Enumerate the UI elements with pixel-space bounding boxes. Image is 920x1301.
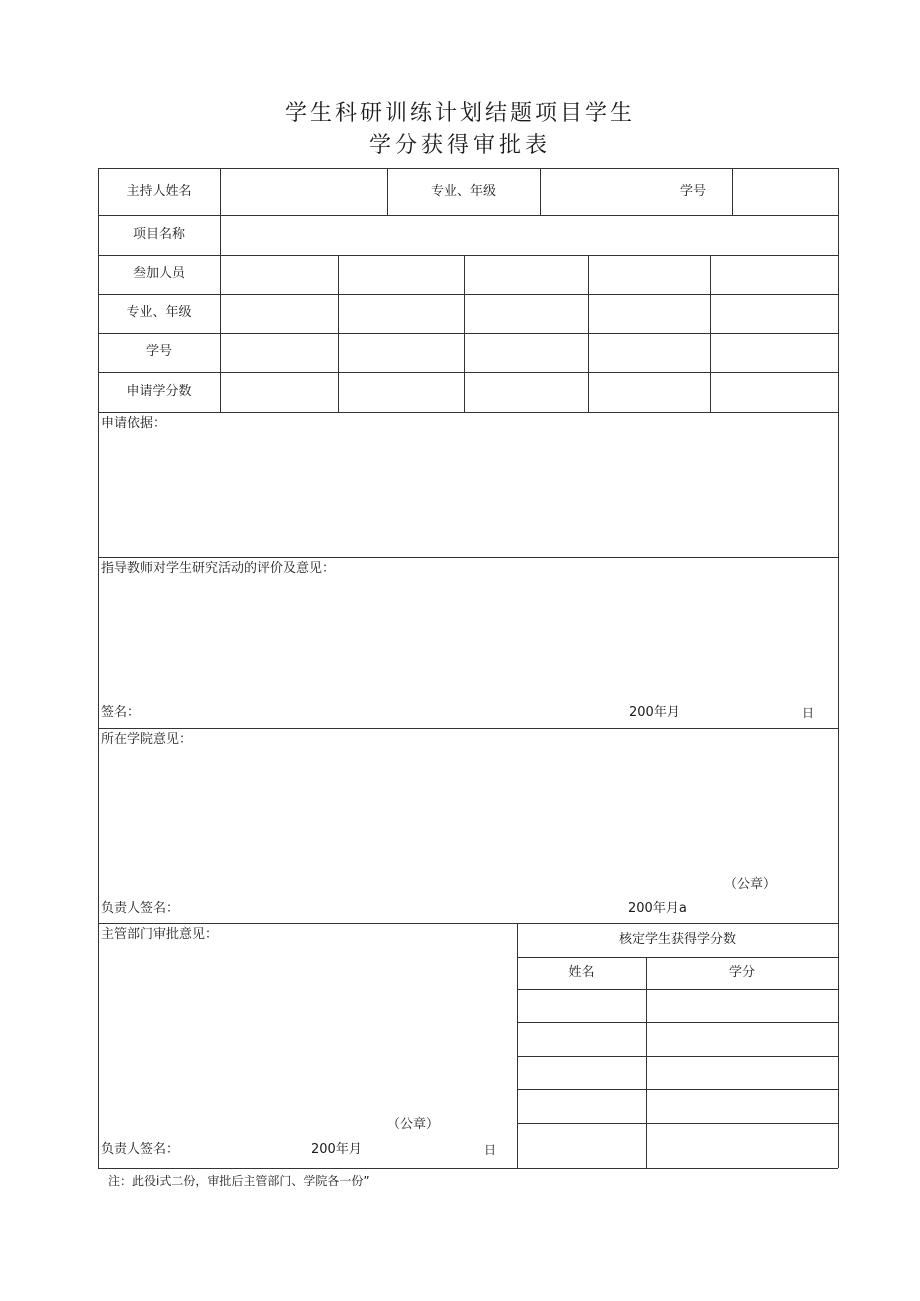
host-student-id-label: 学号 <box>680 184 707 199</box>
row-line <box>98 728 838 729</box>
row-line <box>98 923 838 924</box>
col-line <box>220 215 221 255</box>
row-line <box>98 412 838 413</box>
col-line <box>338 255 339 412</box>
department-date-day: 日 <box>484 1143 497 1157</box>
credit-table-col-credit: 学分 <box>728 965 755 980</box>
host-major-grade-label: 专业、年级 <box>430 184 496 199</box>
col-line <box>517 923 518 1168</box>
college-sign-label: 负责人签名： <box>101 901 180 916</box>
participants-label: 叁加人员 <box>132 266 185 281</box>
form-title-line1: 学生科研训练计划结题项目学生 <box>284 101 635 126</box>
border-bottom <box>98 1168 838 1169</box>
host-name-label: 主持人姓名 <box>126 184 192 199</box>
row-line <box>98 372 838 373</box>
college-seal: （公章） <box>724 877 777 892</box>
col-line <box>220 168 221 215</box>
col-line <box>710 255 711 412</box>
advisor-date-day: 日 <box>802 706 815 720</box>
col-line <box>540 168 541 215</box>
application-basis-label: 申请依据： <box>101 416 167 431</box>
row-line <box>517 957 838 958</box>
col-line <box>732 168 733 215</box>
row-line <box>517 1089 838 1090</box>
college-opinion-label: 所在学院意见： <box>101 732 193 747</box>
credit-table-col-name: 姓名 <box>568 965 595 980</box>
advisor-date: 200年月 <box>629 705 680 720</box>
department-sign-label: 负责人签名： <box>101 1142 180 1157</box>
col-line <box>588 255 589 412</box>
approval-form-table <box>98 168 838 1168</box>
footnote: 注：此役i式二份，审批后主管部门、学院各一份” <box>108 1174 370 1188</box>
credit-table-title: 核定学生获得学分数 <box>618 932 736 947</box>
participants-major-grade-label: 专业、年级 <box>126 305 192 320</box>
form-title-line2: 学分获得审批表 <box>368 133 551 158</box>
college-date: 200年月a <box>628 901 687 916</box>
border-top <box>98 168 838 169</box>
row-line <box>98 557 838 558</box>
row-line <box>517 1123 838 1124</box>
requested-credits-label: 申请学分数 <box>126 384 192 399</box>
department-opinion-label: 主管部门审批意见： <box>101 927 219 942</box>
department-date: 200年月 <box>311 1142 362 1157</box>
row-line <box>98 294 838 295</box>
row-line <box>98 255 838 256</box>
department-seal: （公章） <box>387 1117 440 1132</box>
row-line <box>517 1056 838 1057</box>
advisor-sign-label: 签名： <box>101 705 141 720</box>
col-line <box>464 255 465 412</box>
participants-student-id-label: 学号 <box>145 344 172 359</box>
project-name-label: 项目名称 <box>132 227 185 242</box>
border-right <box>838 168 839 1168</box>
row-line <box>517 989 838 990</box>
advisor-opinion-label: 指导教师对学生研究活动的评价及意见： <box>101 561 336 576</box>
row-line <box>98 215 838 216</box>
row-line <box>517 1022 838 1023</box>
row-line <box>98 333 838 334</box>
col-line <box>220 255 221 412</box>
